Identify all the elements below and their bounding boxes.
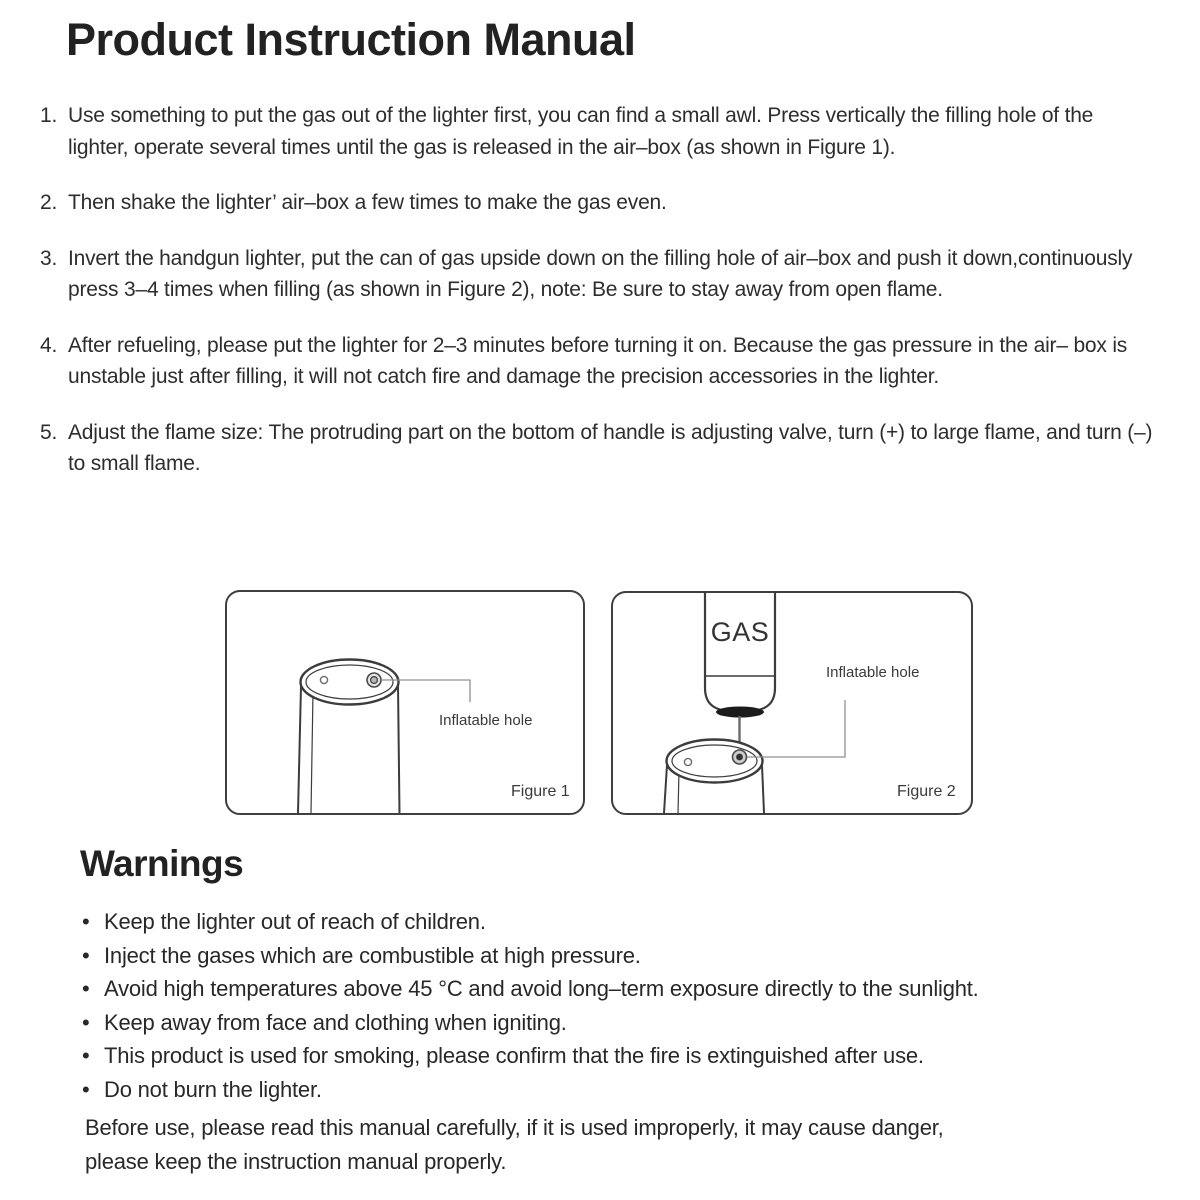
figure-1-caption: Figure 1 [511, 783, 570, 800]
warning-text: • Keep the lighter out of reach of children. [104, 909, 486, 934]
inflatable-hole-label: Inflatable hole [826, 664, 920, 681]
closing-note-line: please keep the instruction manual properly. [85, 1148, 507, 1174]
warning-item [82, 1006, 1162, 1040]
warning-text: • Do not burn the lighter. [104, 1076, 322, 1102]
page-title: Product Instruction Manual [66, 14, 636, 65]
item-number: 3. [40, 246, 58, 270]
gas-can-label: GAS [710, 617, 770, 647]
nozzle-collar [716, 707, 764, 718]
item-text: Use something to put the gas out of the lighter first, you can find a small awl. Press vertically the filling hole of the lighter, operate several times until the gas is released in the air–box (as shown in Figure 1). [68, 104, 1094, 159]
item-number: 2. [40, 191, 58, 214]
warning-text: • Inject the gases which are combustible at high pressure. [104, 942, 641, 968]
inflatable-hole [367, 673, 381, 687]
instruction-item [40, 100, 1155, 163]
warning-item [82, 939, 1162, 973]
item-text: Adjust the flame size: The protruding part on the bottom of handle is adjusting valve, turn (+) to large flame, and turn (–) to small flame. [68, 420, 1153, 475]
instruction-item [40, 187, 1155, 219]
leader-line [747, 700, 845, 757]
instruction-item [40, 330, 1155, 393]
vent-hole [684, 758, 691, 765]
warning-text: • Avoid high temperatures above 45 °C and avoid long–term exposure directly to the sunlight. [104, 976, 979, 1002]
warning-item [82, 1073, 1162, 1107]
item-text: Invert the handgun lighter, put the can of gas upside down on the filling hole of air–box and push it down,continuously press 3–4 times when filling (as shown in Figure 2), note: Be sure to stay away from open flame. [68, 246, 1133, 301]
warning-item [82, 1039, 1162, 1073]
warning-item [82, 905, 1162, 939]
warning-item [82, 972, 1162, 1006]
item-number: 4. [40, 333, 58, 357]
figure-2-caption: Figure 2 [897, 783, 956, 800]
item-text: After refueling, please put the lighter for 2–3 minutes before turning it on. Because the gas pressure in the air– box is unstable just after filling, it will not catch fire and damage the precision accessories in the lighter. [68, 333, 1128, 388]
item-text: Then shake the lighter’ air–box a few times to make the gas even. [68, 191, 667, 214]
figure-2-box [611, 591, 973, 815]
closing-note-line: Before use, please read this manual carefully, if it is used improperly, it may cause danger, [85, 1115, 944, 1140]
inflatable-hole [733, 750, 747, 764]
instruction-item [40, 417, 1155, 480]
inflatable-hole-label: Inflatable hole [439, 712, 533, 729]
instruction-item [40, 243, 1155, 306]
leader-line [382, 680, 470, 702]
gas-refill-diagram [613, 593, 971, 813]
item-number: 5. [40, 420, 58, 444]
warnings-list [82, 905, 1162, 1107]
lighter-top-diagram [227, 592, 583, 813]
can-bottom [705, 688, 775, 712]
vent-hole [320, 676, 327, 683]
instruction-list [40, 100, 1155, 504]
warning-text: • This product is used for smoking, please confirm that the fire is extinguished after use. [104, 1043, 924, 1069]
figure-1-box [225, 590, 585, 815]
closing-note [85, 1111, 1165, 1178]
warnings-heading: Warnings [80, 843, 244, 884]
warning-text: • Keep away from face and clothing when igniting. [104, 1009, 567, 1035]
item-number: 1. [40, 104, 58, 127]
